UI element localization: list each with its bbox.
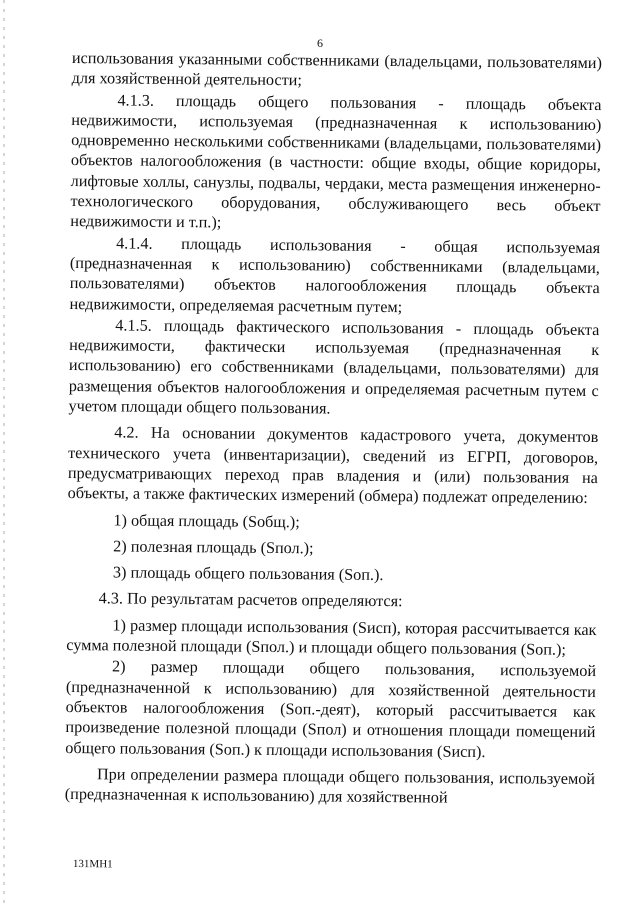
list-item-useful-area: 2) полезная площадь (Sпол.);: [113, 537, 314, 558]
footer-code: 131МН1: [72, 858, 113, 871]
paragraph-closing: При определении размера площади общего пользования, используемой (предназначенная к использованию) для хозяйственной: [64, 765, 596, 807]
list-item-common-area: 3) площадь общего пользования (Sоп.).: [112, 563, 384, 585]
paragraph-4-1-5: 4.1.5. площадь фактического использования - площадь объекта недвижимости, фактически используемая (предназначенная к использованию) его собственниками (владельцами, пользователями) для размещения объектов налогообложения и определяемая расчетным путем с учетом площади общего пользования.: [68, 316, 600, 418]
page-number: 6: [317, 36, 323, 50]
paragraph-4-3-item-1: 1) размер площади использования (Sисп), которая рассчитывается как сумма полезной площади (Sпол.) и площади общего пользования (Sоп.);: [66, 616, 597, 659]
paragraph-4-2: 4.2. На основании документов кадастрового учета, документов технического учета (инвентаризации), сведений из ЕГРП, договоров, предусматривающих переход прав владения и (или) пользования на объекты, а также фактических измерений (обмера) подлежат определению:: [67, 423, 599, 508]
paragraph-continuation: использования указанными собственниками (владельцами, пользователями) для хозяйственной деятельности;: [71, 48, 602, 90]
list-item-total-area: 1) общая площадь (Sобщ.);: [113, 510, 300, 531]
paragraph-4-3: 4.3. По результатам расчетов определяются:: [98, 589, 403, 611]
scan-edge-mark: [3, 0, 5, 905]
paragraph-4-1-4: 4.1.4. площадь использования - общая используемая (предназначенная к использованию) собственниками (владельцами, пользователями) объектов налогообложения площадь объекта недвижимости, определяемая расчетным путем;: [69, 234, 601, 316]
paragraph-4-1-3: 4.1.3. площадь общего пользования - площадь объекта недвижимости, используемая (предназначенная к использованию) одновременно несколькими собственниками (владельцами, пользователями) объектов налогообложения (в частности: общие входы, общие коридоры, лифтовые холлы, санузлы, подвалы, чердаки, места размещения инженерно-технологического оборудования, обслуживающего весь объект недвижимости и т.п.);: [70, 91, 602, 232]
paragraph-4-3-item-2: 2) размер площади общего пользования, используемой (предназначенной к использованию) для хозяйственной деятельности объектов налогообложения (Sоп.-деят), который рассчитывается как произведение полезной площади (Sпол) и отношения площади помещений общего пользования (Sоп.) к площади использования (Sисп).: [65, 657, 597, 761]
document-body: [65, 48, 602, 810]
